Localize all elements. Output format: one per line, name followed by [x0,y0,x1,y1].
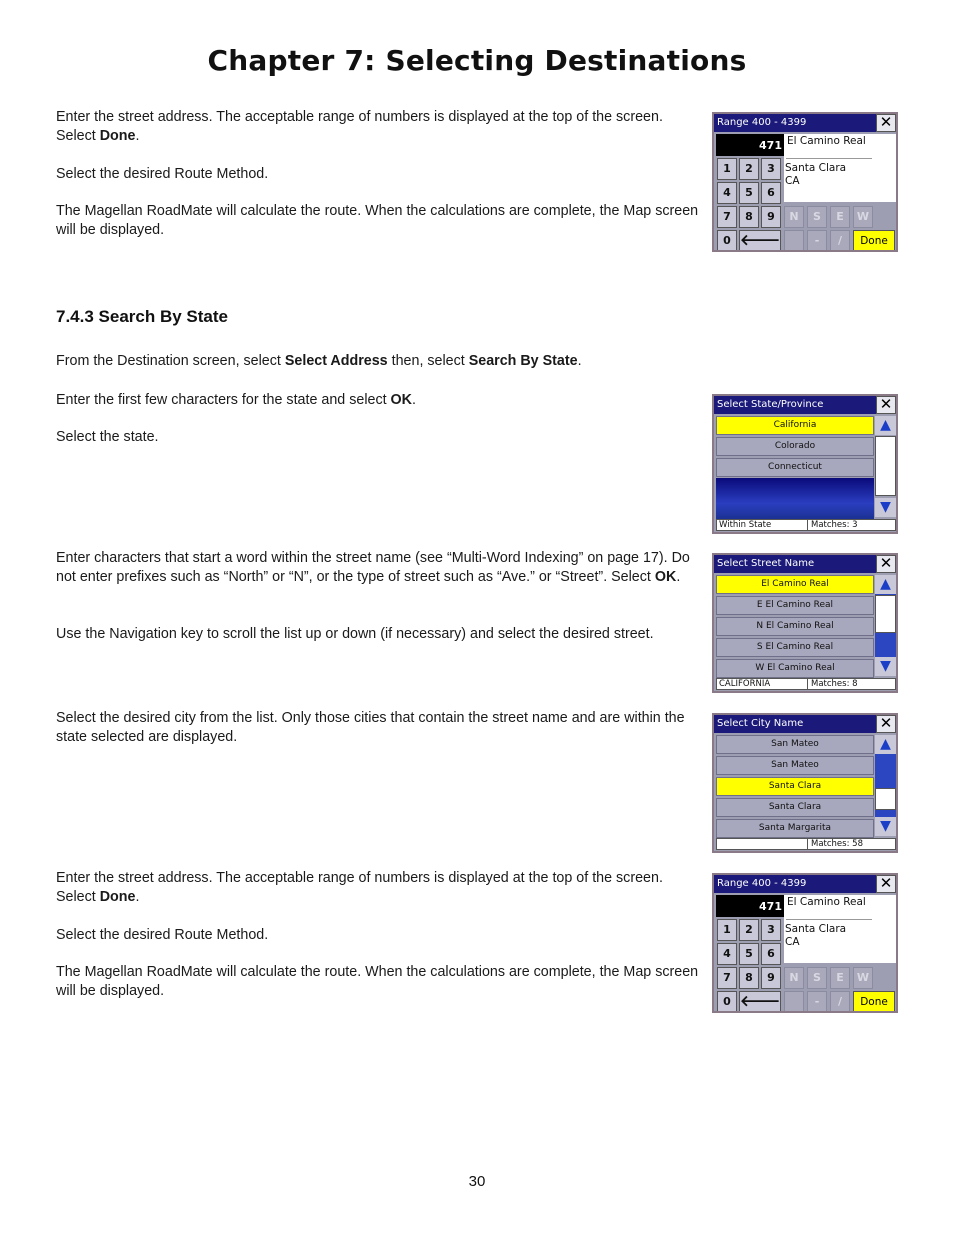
scroll-down-icon[interactable]: ▼ [875,657,896,676]
list-empty-area [716,478,874,520]
key-slash[interactable]: / [830,230,850,252]
bottom-address-paragraph: Enter the street address. The acceptable range of numbers is displayed at the top of the screen. Select Done. [56,870,663,905]
street-label: El Camino Real [787,896,866,908]
street-item[interactable]: El Camino Real [716,575,874,594]
state-label: CA [785,175,800,187]
bottom-route-method-paragraph: Select the desired Route Method. [56,927,269,943]
scroll-thumb[interactable] [875,788,896,810]
bottom-calculate-paragraph: The Magellan RoadMate will calculate the route. When the calculations are complete, the Map screen will be displayed. [56,964,699,999]
key-9[interactable]: 9 [761,206,781,228]
state-item-california[interactable]: California [716,416,874,435]
street-label: El Camino Real [787,135,866,147]
matches-count: Matches: 8 [807,679,858,689]
city-label: Santa Clara [785,923,847,935]
address-panel [784,134,898,202]
house-number-display: 471 [716,895,784,917]
key-0[interactable]: 0 [717,991,737,1013]
status-bar [716,519,896,531]
key-2[interactable]: 2 [739,919,759,941]
key-3[interactable]: 3 [761,158,781,180]
key-5[interactable]: 5 [739,182,759,204]
scroll-thumb[interactable] [875,595,896,633]
key-w[interactable]: W [853,206,873,228]
search-state-intro: From the Destination screen, select Select Address then, select Search By State. [56,353,582,369]
state-label: CA [785,936,800,948]
key-4[interactable]: 4 [717,182,737,204]
key-blank[interactable] [784,230,804,252]
status-bar [716,838,896,850]
done-button[interactable]: Done [853,230,895,252]
city-label: Santa Clara [785,162,847,174]
key-n[interactable]: N [784,206,804,228]
enter-state-paragraph: Enter the first few characters for the state and select OK. [56,392,416,408]
divider [786,919,872,920]
divider [786,158,872,159]
screen-title: Select Street Name [714,555,878,573]
key-5[interactable]: 5 [739,943,759,965]
backspace-icon[interactable]: 🡐 [739,991,781,1013]
close-icon[interactable]: ✕ [876,396,896,414]
close-icon[interactable]: ✕ [876,114,896,132]
select-street-screen [712,553,898,693]
select-city-paragraph: Select the desired city from the list. Only those cities that contain the street name and are within the state selected are displayed. [56,710,685,745]
street-item[interactable]: W El Camino Real [716,659,874,678]
street-item[interactable]: N El Camino Real [716,617,874,636]
key-dash[interactable]: - [807,991,827,1013]
key-4[interactable]: 4 [717,943,737,965]
key-w[interactable]: W [853,967,873,989]
key-8[interactable]: 8 [739,967,759,989]
top-route-method-paragraph: Select the desired Route Method. [56,166,269,182]
state-item-colorado[interactable]: Colorado [716,437,874,456]
select-city-screen [712,713,898,853]
key-0[interactable]: 0 [717,230,737,252]
key-2[interactable]: 2 [739,158,759,180]
matches-count: Matches: 3 [807,520,858,530]
key-blank[interactable] [784,991,804,1013]
screen-title: Select City Name [714,715,878,733]
street-item[interactable]: S El Camino Real [716,638,874,657]
city-item[interactable]: Santa Margarita [716,819,874,838]
city-item[interactable]: Santa Clara [716,798,874,817]
close-icon[interactable]: ✕ [876,555,896,573]
backspace-icon[interactable]: 🡐 [739,230,781,252]
key-6[interactable]: 6 [761,182,781,204]
top-address-paragraph: Enter the street address. The acceptable range of numbers is displayed at the top of the screen. Select Done. [56,109,663,144]
key-7[interactable]: 7 [717,967,737,989]
key-1[interactable]: 1 [717,158,737,180]
scroll-up-icon[interactable]: ▲ [875,735,896,754]
screen-title: Range 400 - 4399 [714,875,878,893]
key-6[interactable]: 6 [761,943,781,965]
key-3[interactable]: 3 [761,919,781,941]
status-filter: Within State [719,520,772,530]
key-1[interactable]: 1 [717,919,737,941]
close-icon[interactable]: ✕ [876,875,896,893]
key-e[interactable]: E [830,967,850,989]
scroll-down-icon[interactable]: ▼ [875,817,896,836]
section-heading: 7.4.3 Search By State [56,307,228,326]
address-keypad-screen [712,112,898,252]
screen-title: Range 400 - 4399 [714,114,878,132]
address-keypad-screen-2 [712,873,898,1013]
top-calculate-paragraph: The Magellan RoadMate will calculate the route. When the calculations are complete, the Map screen will be displayed. [56,203,699,238]
chapter-title: Chapter 7: Selecting Destinations [207,44,747,77]
key-7[interactable]: 7 [717,206,737,228]
state-item-connecticut[interactable]: Connecticut [716,458,874,477]
status-bar [716,678,896,690]
key-slash[interactable]: / [830,991,850,1013]
city-item[interactable]: San Mateo [716,735,874,754]
select-state-screen [712,394,898,534]
key-dash[interactable]: - [807,230,827,252]
scroll-thumb[interactable] [875,436,896,496]
key-s[interactable]: S [807,206,827,228]
navigation-key-paragraph: Use the Navigation key to scroll the list up or down (if necessary) and select the desired street. [56,626,654,642]
key-9[interactable]: 9 [761,967,781,989]
street-name-paragraph: Enter characters that start a word within the street name (see “Multi-Word Indexing” on page 17). Do not enter prefixes such as “North” or “N”, or the type of street such as “Ave.” or “Street”. Select OK. [56,550,690,585]
screen-title: Select State/Province [714,396,878,414]
scroll-down-icon[interactable]: ▼ [875,498,896,517]
scroll-up-icon[interactable]: ▲ [875,575,896,594]
matches-count: Matches: 58 [807,839,863,849]
status-filter: CALIFORNIA [719,679,771,689]
close-icon[interactable]: ✕ [876,715,896,733]
house-number-display: 471 [716,134,784,156]
street-item[interactable]: E El Camino Real [716,596,874,615]
select-state-paragraph: Select the state. [56,429,159,445]
key-n[interactable]: N [784,967,804,989]
done-button[interactable]: Done [853,991,895,1013]
page-number: 30 [468,1173,486,1190]
key-8[interactable]: 8 [739,206,759,228]
city-item[interactable]: Santa Clara [716,777,874,796]
address-panel [784,895,898,963]
key-e[interactable]: E [830,206,850,228]
scroll-up-icon[interactable]: ▲ [875,416,896,435]
key-s[interactable]: S [807,967,827,989]
city-item[interactable]: San Mateo [716,756,874,775]
